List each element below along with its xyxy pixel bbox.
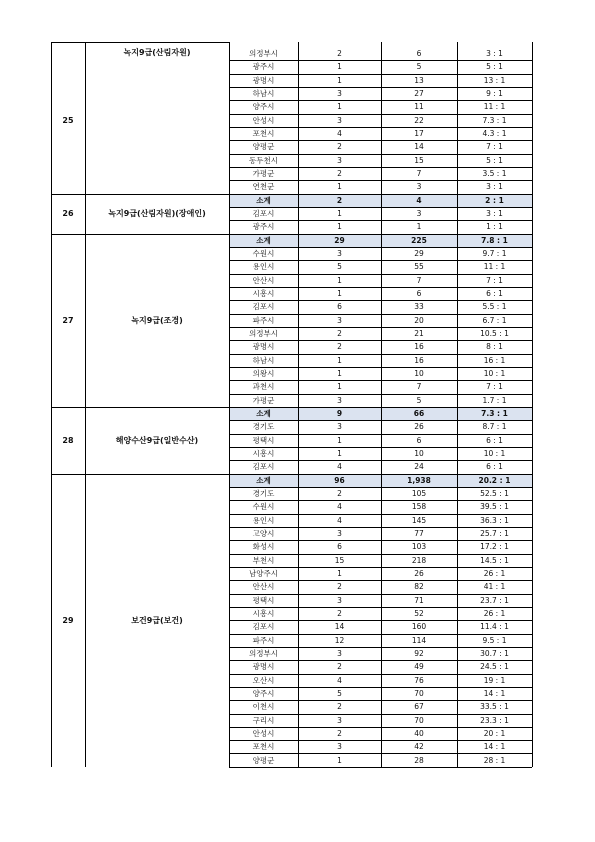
region-cell: 의왕시: [252, 369, 275, 379]
applicants-cell: 21: [414, 329, 424, 339]
ratio-cell: 5 : 1: [486, 155, 503, 165]
positions-cell: 4: [337, 462, 342, 472]
region-cell: 파주시: [252, 635, 275, 645]
group-number: 27: [62, 315, 74, 325]
positions-cell: 3: [337, 315, 342, 325]
ratio-cell: 10 : 1: [483, 449, 506, 459]
positions-cell: 3: [337, 422, 342, 432]
applicants-cell: 6: [416, 435, 422, 445]
ratio-cell: 19 : 1: [483, 675, 506, 685]
ratio-cell: 9.7 : 1: [482, 249, 507, 259]
positions-cell: 2: [337, 342, 342, 352]
applicants-cell: 26: [414, 569, 424, 579]
applicants-cell: 6: [416, 49, 422, 59]
positions-cell: 3: [337, 649, 342, 658]
applicants-cell: 49: [414, 662, 424, 672]
ratio-cell: 52.5 : 1: [480, 489, 509, 499]
region-cell: 포천시: [252, 742, 275, 752]
ratio-cell: 5.5 : 1: [482, 302, 507, 312]
column-rule: [381, 42, 382, 767]
ratio-cell: 3 : 1: [486, 182, 503, 192]
applicants-cell: 7: [416, 382, 422, 392]
ratio-cell: 23.7 : 1: [480, 595, 509, 605]
group-separator: [51, 407, 229, 408]
ratio-cell: 3 : 1: [486, 209, 503, 219]
region-cell: 시흥시: [252, 449, 275, 459]
region-cell: 고양시: [252, 529, 275, 539]
positions-cell: 2: [337, 169, 342, 179]
ratio-cell: 14.5 : 1: [480, 555, 509, 565]
positions-cell: 1: [337, 275, 342, 285]
column-rule: [51, 42, 52, 767]
applicants-cell: 13: [414, 75, 424, 85]
applicants-cell: 160: [411, 622, 427, 632]
positions-cell: 4: [337, 502, 342, 512]
applicants-cell: 114: [411, 635, 427, 645]
group-number: 25: [62, 115, 74, 125]
applicants-cell: 28: [414, 755, 424, 765]
column-rule: [85, 42, 86, 767]
region-cell: 경기도: [252, 422, 275, 432]
applicants-cell: 7: [416, 275, 422, 285]
region-cell: 동두천시: [249, 155, 278, 165]
positions-cell: 2: [337, 142, 342, 152]
ratio-cell: 7 : 1: [486, 382, 503, 392]
positions-cell: 1: [337, 369, 342, 379]
region-cell: 연천군: [252, 182, 275, 192]
ratio-cell: 8.7 : 1: [482, 422, 507, 432]
region-cell: 양주시: [252, 102, 275, 112]
ratio-cell: 9.5 : 1: [482, 635, 507, 645]
ratio-cell: 14 : 1: [483, 742, 506, 752]
applicants-cell: 76: [414, 675, 424, 685]
applicants-cell: 5: [416, 62, 422, 72]
applicants-cell: 70: [414, 715, 424, 725]
column-rule: [298, 42, 299, 767]
positions-cell: 1: [337, 755, 342, 765]
positions-cell: 4: [337, 129, 342, 139]
ratio-cell: 6 : 1: [486, 435, 503, 445]
ratio-cell: 13 : 1: [483, 75, 506, 85]
applicants-cell: 15: [414, 155, 424, 165]
ratio-cell: 41 : 1: [483, 582, 506, 592]
region-cell: 김포시: [252, 302, 275, 312]
subtotal-positions-cell: 2: [298, 194, 381, 207]
region-cell: 파주시: [252, 315, 275, 325]
ratio-cell: 11 : 1: [483, 262, 506, 272]
positions-cell: 2: [337, 662, 342, 672]
positions-cell: 1: [337, 569, 342, 579]
region-cell: 이천시: [252, 702, 275, 712]
region-cell: 광명시: [252, 662, 275, 672]
applicants-cell: 218: [411, 555, 427, 565]
group-separator: [51, 474, 229, 475]
ratio-cell: 10.5 : 1: [480, 329, 509, 339]
ratio-cell: 7 : 1: [486, 142, 503, 152]
ratio-cell: 8 : 1: [486, 342, 503, 352]
region-cell: 시흥시: [252, 289, 275, 299]
positions-cell: 3: [337, 155, 342, 165]
ratio-cell: 4.3 : 1: [482, 129, 507, 139]
applicants-cell: 52: [414, 609, 424, 619]
positions-cell: 1: [337, 435, 342, 445]
positions-cell: 1: [337, 182, 342, 192]
applicants-cell: 10: [414, 449, 424, 459]
positions-cell: 2: [337, 702, 342, 712]
group-name: 보건9급(보건): [131, 615, 183, 625]
subtotal-ratio-cell: 20.2 : 1: [457, 474, 532, 487]
column-rule: [532, 42, 533, 767]
region-cell: 용인시: [252, 262, 275, 272]
ratio-cell: 7.3 : 1: [482, 115, 507, 125]
region-cell: 하남시: [252, 89, 275, 99]
region-cell: 양주시: [252, 688, 275, 698]
ratio-cell: 1.7 : 1: [482, 395, 507, 405]
applicants-cell: 14: [414, 142, 424, 152]
region-cell: 하남시: [252, 355, 275, 365]
applicants-cell: 67: [414, 702, 424, 712]
ratio-cell: 30.7 : 1: [480, 649, 509, 658]
ratio-cell: 11.4 : 1: [480, 622, 509, 632]
region-cell: 안성시: [252, 728, 275, 738]
applicants-cell: 20: [414, 315, 424, 325]
group-separator: [51, 194, 229, 195]
ratio-cell: 6 : 1: [486, 462, 503, 472]
ratio-cell: 1 : 1: [486, 222, 503, 232]
region-cell: 김포시: [252, 209, 275, 219]
positions-cell: 2: [337, 329, 342, 339]
region-cell: 평택시: [252, 595, 275, 605]
positions-cell: 1: [337, 222, 342, 232]
positions-cell: 1: [337, 289, 342, 299]
group-name: 해양수산9급(일반수산): [115, 435, 199, 445]
subtotal-ratio-cell: 2 : 1: [457, 194, 532, 207]
group-name: 녹지9급(산림자원)(장애인): [108, 209, 206, 219]
group-separator: [51, 234, 229, 235]
applicants-cell: 40: [414, 728, 424, 738]
ratio-cell: 17.2 : 1: [480, 542, 509, 552]
positions-cell: 1: [337, 62, 342, 72]
applicants-cell: 26: [414, 422, 424, 432]
region-cell: 양평군: [252, 142, 275, 152]
region-cell: 경기도: [252, 489, 275, 499]
positions-cell: 3: [337, 89, 342, 99]
positions-cell: 2: [337, 582, 342, 592]
subtotal-region-cell: 소계: [229, 474, 298, 487]
positions-cell: 12: [334, 635, 345, 645]
subtotal-region-cell: 소계: [229, 407, 298, 420]
region-cell: 시흥시: [252, 609, 275, 619]
positions-cell: 3: [337, 115, 342, 125]
positions-cell: 2: [337, 609, 342, 619]
positions-cell: 5: [337, 688, 342, 698]
ratio-cell: 10 : 1: [483, 369, 506, 379]
ratio-cell: 33.5 : 1: [480, 702, 509, 712]
positions-cell: 2: [337, 489, 342, 499]
region-cell: 과천시: [252, 382, 275, 392]
subtotal-applicants-cell: 4: [381, 194, 457, 207]
grid-line: [229, 767, 532, 768]
group-number: 28: [62, 435, 74, 445]
applicants-cell: 3: [416, 182, 422, 192]
positions-cell: 4: [337, 675, 342, 685]
region-cell: 오산시: [252, 675, 275, 685]
region-cell: 수원시: [252, 502, 275, 512]
subtotal-positions-cell: 96: [298, 474, 381, 487]
ratio-cell: 26 : 1: [483, 569, 506, 579]
region-cell: 광주시: [252, 62, 275, 72]
region-cell: 김포시: [252, 462, 275, 472]
positions-cell: 3: [337, 742, 342, 752]
applicants-cell: 16: [414, 342, 424, 352]
ratio-cell: 24.5 : 1: [480, 662, 509, 672]
region-cell: 광주시: [252, 222, 275, 232]
applicants-cell: 10: [414, 369, 424, 379]
applicants-cell: 29: [414, 249, 424, 259]
positions-cell: 3: [337, 529, 342, 539]
ratio-cell: 28 : 1: [483, 755, 506, 765]
ratio-cell: 14 : 1: [483, 688, 506, 698]
applicants-cell: 22: [414, 115, 424, 125]
group-name: 녹지9급(산림자원): [123, 48, 191, 57]
column-rule: [457, 42, 458, 767]
region-cell: 구리시: [252, 715, 275, 725]
region-cell: 화성시: [252, 542, 275, 552]
applicants-cell: 16: [414, 355, 424, 365]
applicants-cell: 77: [414, 529, 424, 539]
column-rule: [229, 42, 230, 767]
ratio-cell: 5 : 1: [486, 62, 503, 72]
region-cell: 의정부시: [249, 649, 278, 658]
region-cell: 김포시: [252, 622, 275, 632]
subtotal-applicants-cell: 1,938: [381, 474, 457, 487]
ratio-cell: 11 : 1: [483, 102, 506, 112]
positions-cell: 1: [337, 382, 342, 392]
applicants-cell: 6: [416, 289, 422, 299]
subtotal-region-cell: 소계: [229, 234, 298, 247]
region-cell: 평택시: [252, 435, 275, 445]
applicants-cell: 1: [416, 222, 422, 232]
region-cell: 의정부시: [249, 329, 278, 339]
region-cell: 남양주시: [249, 569, 278, 579]
region-cell: 가평군: [252, 395, 275, 405]
subtotal-applicants-cell: 66: [381, 407, 457, 420]
ratio-cell: 3 : 1: [486, 49, 503, 59]
applicants-cell: 158: [411, 502, 427, 512]
positions-cell: 1: [337, 209, 342, 219]
positions-cell: 6: [337, 302, 342, 312]
ratio-cell: 20 : 1: [483, 728, 506, 738]
applicants-cell: 7: [416, 169, 422, 179]
positions-cell: 1: [337, 102, 342, 112]
region-cell: 안산시: [252, 275, 275, 285]
positions-cell: 6: [337, 542, 342, 552]
group-number: 29: [62, 615, 74, 625]
applicants-cell: 3: [416, 209, 422, 219]
ratio-cell: 39.5 : 1: [480, 502, 509, 512]
applicants-cell: 103: [411, 542, 427, 552]
region-cell: 안산시: [252, 582, 275, 592]
applicants-cell: 24: [414, 462, 424, 472]
applicants-cell: 11: [414, 102, 424, 112]
applicants-cell: 17: [414, 129, 424, 139]
applicants-cell: 70: [414, 688, 424, 698]
applicants-cell: 145: [411, 515, 427, 525]
applicants-cell: 82: [414, 582, 424, 592]
ratio-cell: 25.7 : 1: [480, 529, 509, 539]
positions-cell: 4: [337, 515, 342, 525]
positions-cell: 5: [337, 262, 342, 272]
positions-cell: 1: [337, 75, 342, 85]
region-cell: 안성시: [252, 115, 275, 125]
ratio-cell: 6.7 : 1: [482, 315, 507, 325]
subtotal-ratio-cell: 7.3 : 1: [457, 407, 532, 420]
positions-cell: 15: [334, 555, 345, 565]
region-cell: 가평군: [252, 169, 275, 179]
ratio-cell: 36.3 : 1: [480, 515, 509, 525]
applicants-cell: 55: [414, 262, 424, 272]
ratio-cell: 26 : 1: [483, 609, 506, 619]
region-cell: 의정부시: [249, 49, 278, 59]
subtotal-applicants-cell: 225: [381, 234, 457, 247]
applicants-cell: 27: [414, 89, 424, 99]
positions-cell: 1: [337, 449, 342, 459]
ratio-cell: 6 : 1: [486, 289, 503, 299]
region-cell: 광명시: [252, 75, 275, 85]
subtotal-positions-cell: 29: [298, 234, 381, 247]
applicants-cell: 5: [416, 395, 422, 405]
positions-cell: 3: [337, 715, 342, 725]
positions-cell: 14: [334, 622, 345, 632]
ratio-cell: 3.5 : 1: [482, 169, 507, 179]
positions-cell: 2: [337, 728, 342, 738]
subtotal-positions-cell: 9: [298, 407, 381, 420]
group-separator: [51, 42, 229, 43]
ratio-cell: 7 : 1: [486, 275, 503, 285]
region-cell: 용인시: [252, 515, 275, 525]
region-cell: 포천시: [252, 129, 275, 139]
positions-cell: 3: [337, 249, 342, 259]
group-number: 26: [62, 209, 74, 219]
positions-cell: 1: [337, 355, 342, 365]
applicants-cell: 71: [414, 595, 424, 605]
region-cell: 부천시: [252, 555, 275, 565]
subtotal-region-cell: 소계: [229, 194, 298, 207]
ratio-cell: 23.3 : 1: [480, 715, 509, 725]
group-name: 녹지9급(조경): [131, 315, 183, 325]
applicants-cell: 33: [414, 302, 424, 312]
region-cell: 광명시: [252, 342, 275, 352]
positions-cell: 3: [337, 595, 342, 605]
positions-cell: 3: [337, 395, 342, 405]
applicants-cell: 92: [414, 649, 424, 658]
positions-cell: 2: [337, 49, 342, 59]
applicants-cell: 105: [411, 489, 427, 499]
region-cell: 수원시: [252, 249, 275, 259]
applicants-cell: 42: [414, 742, 424, 752]
subtotal-ratio-cell: 7.8 : 1: [457, 234, 532, 247]
region-cell: 양평군: [252, 755, 275, 765]
ratio-cell: 9 : 1: [486, 89, 503, 99]
ratio-cell: 16 : 1: [483, 355, 506, 365]
